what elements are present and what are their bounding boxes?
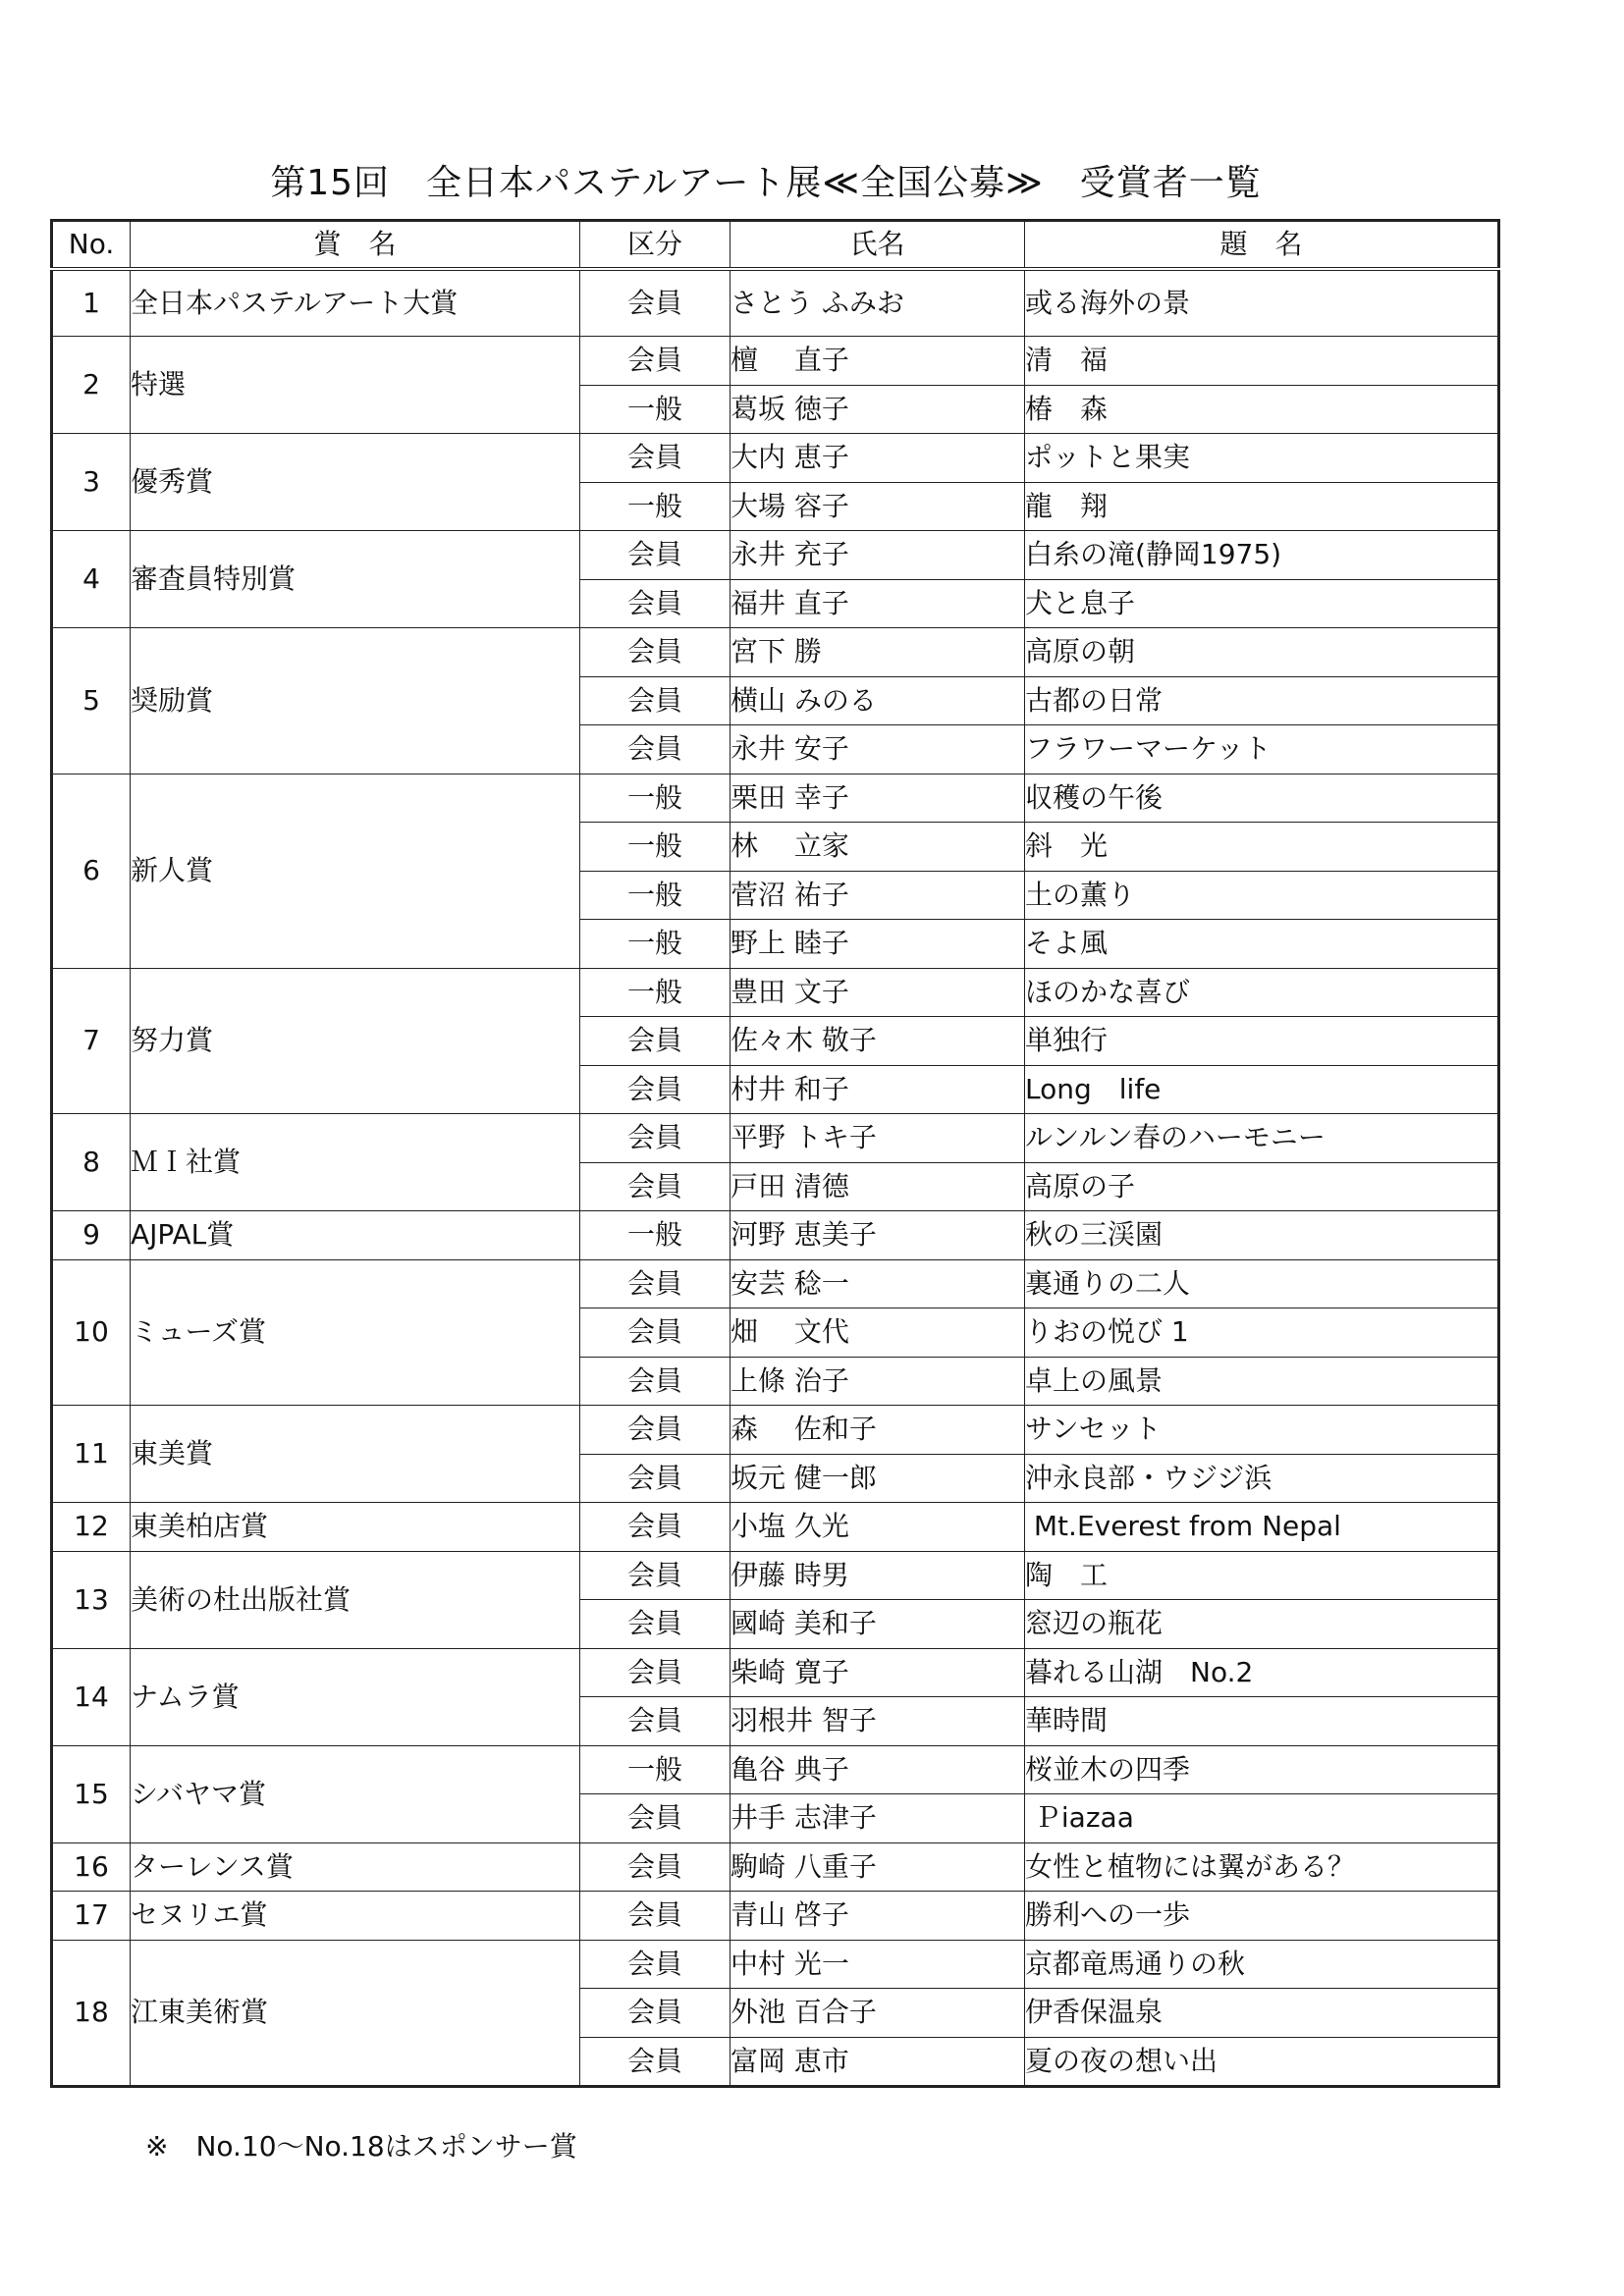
winner-name: 畑 文代 <box>731 1308 1025 1358</box>
winner-name: 野上 睦子 <box>731 920 1025 969</box>
work-title: 沖永良部・ウジジ浜 <box>1025 1454 1499 1503</box>
division-cell: 会員 <box>580 1017 731 1066</box>
table-row <box>52 337 1499 386</box>
footnote: ※ No.10～No.18はスポンサー賞 <box>145 2130 577 2163</box>
award-name: ミューズ賞 <box>131 1259 580 1406</box>
work-title: 龍 翔 <box>1025 482 1499 531</box>
winner-name: 佐々木 敬子 <box>731 1017 1025 1066</box>
division-cell: 会員 <box>580 725 731 774</box>
table-row <box>52 1551 1499 1600</box>
division-cell: 会員 <box>580 1794 731 1843</box>
winner-name: 永井 安子 <box>731 725 1025 774</box>
winner-name: 平野 トキ子 <box>731 1114 1025 1163</box>
award-number: 7 <box>52 968 131 1114</box>
work-title: フラワーマーケット <box>1025 725 1499 774</box>
division-cell: 会員 <box>580 2037 731 2087</box>
work-title: 暮れる山湖 No.2 <box>1025 1648 1499 1697</box>
work-title: 土の薫り <box>1025 871 1499 920</box>
award-name: 江東美術賞 <box>131 1940 580 2087</box>
award-number: 4 <box>52 531 131 628</box>
work-title: 秋の三渓園 <box>1025 1211 1499 1260</box>
division-cell: 会員 <box>580 1989 731 2038</box>
division-cell: 一般 <box>580 871 731 920</box>
winner-name: 駒崎 八重子 <box>731 1842 1025 1892</box>
work-title: 裏通りの二人 <box>1025 1259 1499 1308</box>
division-cell: 一般 <box>580 968 731 1017</box>
winner-name: 伊藤 時男 <box>731 1551 1025 1600</box>
work-title: 高原の子 <box>1025 1162 1499 1211</box>
award-number: 17 <box>52 1892 131 1941</box>
work-title: 華時間 <box>1025 1697 1499 1746</box>
work-title: ポットと果実 <box>1025 434 1499 483</box>
winner-name: 安芸 稔一 <box>731 1259 1025 1308</box>
division-cell: 一般 <box>580 385 731 434</box>
work-title: Mt.Everest from Nepal <box>1025 1503 1499 1552</box>
work-title: 或る海外の景 <box>1025 269 1499 337</box>
award-name: 美術の杜出版社賞 <box>131 1551 580 1648</box>
work-title: 清 福 <box>1025 337 1499 386</box>
division-cell: 会員 <box>580 269 731 337</box>
header-no: No. <box>52 221 131 270</box>
award-name: シバヤマ賞 <box>131 1745 580 1842</box>
division-cell: 会員 <box>580 1551 731 1600</box>
award-name: 優秀賞 <box>131 434 580 531</box>
work-title: 夏の夜の想い出 <box>1025 2037 1499 2087</box>
table-row <box>52 628 1499 677</box>
division-cell: 一般 <box>580 1211 731 1260</box>
table-row <box>52 434 1499 483</box>
winner-name: 大内 恵子 <box>731 434 1025 483</box>
division-cell: 会員 <box>580 1259 731 1308</box>
division-cell: 一般 <box>580 482 731 531</box>
work-title: 勝利への一歩 <box>1025 1892 1499 1941</box>
work-title: Ｐiazaa <box>1025 1794 1499 1843</box>
work-title: 窓辺の瓶花 <box>1025 1600 1499 1649</box>
winner-name: 亀谷 典子 <box>731 1745 1025 1794</box>
winner-name: 井手 志津子 <box>731 1794 1025 1843</box>
division-cell: 会員 <box>580 676 731 725</box>
header-work: 題 名 <box>1025 221 1499 270</box>
winner-name: 豊田 文子 <box>731 968 1025 1017</box>
awards-table <box>50 219 1500 2088</box>
division-cell: 一般 <box>580 1745 731 1794</box>
division-cell: 会員 <box>580 1600 731 1649</box>
award-name: ナムラ賞 <box>131 1648 580 1745</box>
work-title: ほのかな喜び <box>1025 968 1499 1017</box>
award-number: 11 <box>52 1406 131 1503</box>
table-row <box>52 1406 1499 1455</box>
division-cell: 会員 <box>580 1940 731 1989</box>
header-award: 賞 名 <box>131 221 580 270</box>
winner-name: 大場 容子 <box>731 482 1025 531</box>
award-name: 審査員特別賞 <box>131 531 580 628</box>
table-row <box>52 531 1499 580</box>
division-cell: 会員 <box>580 1842 731 1892</box>
award-name: 努力賞 <box>131 968 580 1114</box>
winner-name: 林 立家 <box>731 823 1025 872</box>
division-cell: 会員 <box>580 531 731 580</box>
division-cell: 会員 <box>580 1357 731 1406</box>
award-name: 新人賞 <box>131 774 580 968</box>
work-title: サンセット <box>1025 1406 1499 1455</box>
division-cell: 会員 <box>580 1454 731 1503</box>
division-cell: 会員 <box>580 1697 731 1746</box>
work-title: ルンルン春のハーモニー <box>1025 1114 1499 1163</box>
award-name: ＭＩ社賞 <box>131 1114 580 1211</box>
table-row <box>52 1114 1499 1163</box>
work-title: 斜 光 <box>1025 823 1499 872</box>
table-row <box>52 1842 1499 1892</box>
award-name: AJPAL賞 <box>131 1211 580 1260</box>
work-title: 椿 森 <box>1025 385 1499 434</box>
work-title: 女性と植物には翼がある？ <box>1025 1842 1499 1892</box>
header-name: 氏名 <box>731 221 1025 270</box>
division-cell: 会員 <box>580 337 731 386</box>
work-title: 桜並木の四季 <box>1025 1745 1499 1794</box>
work-title: 伊香保温泉 <box>1025 1989 1499 2038</box>
work-title: 高原の朝 <box>1025 628 1499 677</box>
work-title: Long life <box>1025 1065 1499 1114</box>
division-cell: 会員 <box>580 434 731 483</box>
award-name: 東美柏店賞 <box>131 1503 580 1552</box>
winner-name: 柴崎 寛子 <box>731 1648 1025 1697</box>
table-row <box>52 1259 1499 1308</box>
award-name: ターレンス賞 <box>131 1842 580 1892</box>
division-cell: 一般 <box>580 823 731 872</box>
winner-name: 富岡 恵市 <box>731 2037 1025 2087</box>
division-cell: 会員 <box>580 628 731 677</box>
division-cell: 会員 <box>580 1114 731 1163</box>
award-name: 奨励賞 <box>131 628 580 774</box>
winner-name: 福井 直子 <box>731 579 1025 628</box>
table-row <box>52 269 1499 337</box>
table-row <box>52 1940 1499 1989</box>
winner-name: 菅沼 祐子 <box>731 871 1025 920</box>
winner-name: 葛坂 徳子 <box>731 385 1025 434</box>
award-number: 14 <box>52 1648 131 1745</box>
division-cell: 一般 <box>580 920 731 969</box>
award-name: セヌリエ賞 <box>131 1892 580 1941</box>
work-title: そよ風 <box>1025 920 1499 969</box>
award-number: 9 <box>52 1211 131 1260</box>
table-row <box>52 968 1499 1017</box>
work-title: 京都竜馬通りの秋 <box>1025 1940 1499 1989</box>
award-name: 全日本パステルアート大賞 <box>131 269 580 337</box>
winner-name: 河野 恵美子 <box>731 1211 1025 1260</box>
table-row <box>52 1892 1499 1941</box>
table-row <box>52 1648 1499 1697</box>
work-title: 収穫の午後 <box>1025 774 1499 823</box>
award-number: 8 <box>52 1114 131 1211</box>
award-name: 東美賞 <box>131 1406 580 1503</box>
table-row <box>52 774 1499 823</box>
work-title: 犬と息子 <box>1025 579 1499 628</box>
winner-name: 羽根井 智子 <box>731 1697 1025 1746</box>
winner-name: さとう ふみお <box>731 269 1025 337</box>
winner-name: 宮下 勝 <box>731 628 1025 677</box>
winner-name: 上條 治子 <box>731 1357 1025 1406</box>
header-division: 区分 <box>580 221 731 270</box>
division-cell: 会員 <box>580 579 731 628</box>
winner-name: 小塩 久光 <box>731 1503 1025 1552</box>
award-number: 18 <box>52 1940 131 2087</box>
award-number: 16 <box>52 1842 131 1892</box>
award-number: 5 <box>52 628 131 774</box>
award-number: 13 <box>52 1551 131 1648</box>
winner-name: 戸田 清德 <box>731 1162 1025 1211</box>
award-number: 10 <box>52 1259 131 1406</box>
division-cell: 会員 <box>580 1065 731 1114</box>
work-title: 白糸の滝(静岡1975) <box>1025 531 1499 580</box>
winner-name: 外池 百合子 <box>731 1989 1025 2038</box>
award-number: 1 <box>52 269 131 337</box>
table-row <box>52 1503 1499 1552</box>
division-cell: 会員 <box>580 1503 731 1552</box>
division-cell: 一般 <box>580 774 731 823</box>
award-number: 12 <box>52 1503 131 1552</box>
award-number: 15 <box>52 1745 131 1842</box>
winner-name: 中村 光一 <box>731 1940 1025 1989</box>
award-number: 3 <box>52 434 131 531</box>
award-number: 6 <box>52 774 131 968</box>
winner-name: 横山 みのる <box>731 676 1025 725</box>
work-title: 陶 工 <box>1025 1551 1499 1600</box>
winner-name: 國崎 美和子 <box>731 1600 1025 1649</box>
winner-name: 青山 啓子 <box>731 1892 1025 1941</box>
table-header <box>52 221 1499 270</box>
winner-name: 森 佐和子 <box>731 1406 1025 1455</box>
winner-name: 永井 充子 <box>731 531 1025 580</box>
division-cell: 会員 <box>580 1648 731 1697</box>
table-body <box>52 269 1499 2087</box>
award-number: 2 <box>52 337 131 434</box>
winner-name: 村井 和子 <box>731 1065 1025 1114</box>
work-title: 古都の日常 <box>1025 676 1499 725</box>
table-row <box>52 1211 1499 1260</box>
table-row <box>52 1745 1499 1794</box>
division-cell: 会員 <box>580 1406 731 1455</box>
winner-name: 檀 直子 <box>731 337 1025 386</box>
award-name: 特選 <box>131 337 580 434</box>
winner-name: 坂元 健一郎 <box>731 1454 1025 1503</box>
division-cell: 会員 <box>580 1162 731 1211</box>
work-title: りおの悦び 1 <box>1025 1308 1499 1358</box>
division-cell: 会員 <box>580 1308 731 1358</box>
work-title: 卓上の風景 <box>1025 1357 1499 1406</box>
work-title: 単独行 <box>1025 1017 1499 1066</box>
winner-name: 栗田 幸子 <box>731 774 1025 823</box>
division-cell: 会員 <box>580 1892 731 1941</box>
page-title: 第15回 全日本パステルアート展≪全国公募≫ 受賞者一覧 <box>270 163 1262 203</box>
